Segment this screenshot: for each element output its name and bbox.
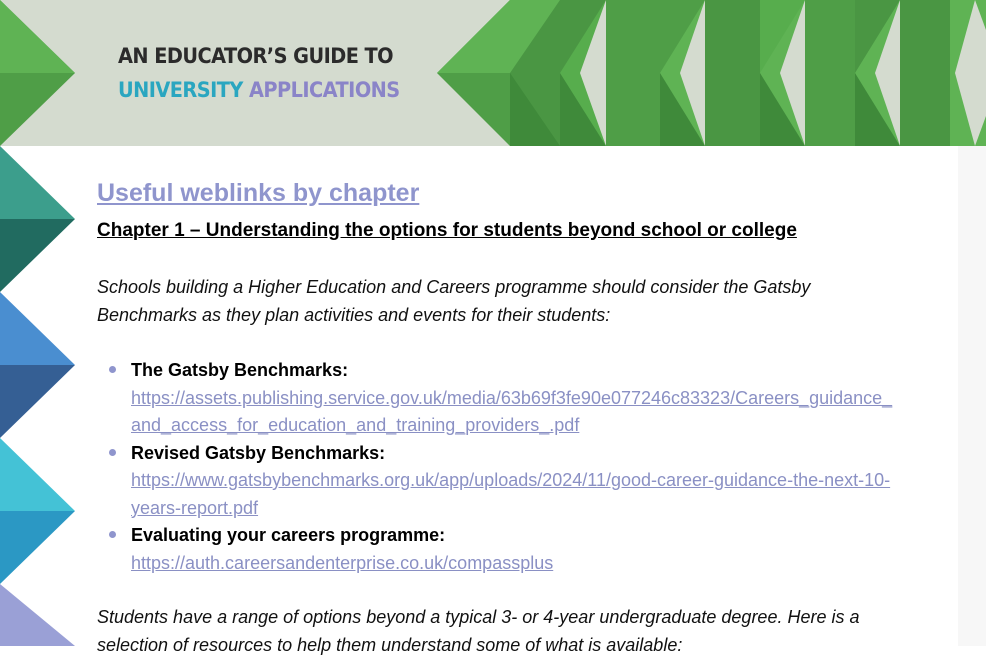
banner-chevron-pattern bbox=[0, 0, 986, 146]
bullet-icon bbox=[109, 531, 116, 538]
page-title: Useful weblinks by chapter bbox=[97, 179, 420, 207]
banner-title-line1: AN EDUCATOR’S GUIDE TO bbox=[118, 44, 394, 68]
bullet-icon bbox=[109, 366, 116, 373]
closing-paragraph: Students have a range of options beyond a typical 3- or 4-year undergraduate degree. Here is a selection of resources to help them understand some of what is available: bbox=[97, 607, 860, 655]
gatsby-benchmarks-link[interactable]: https://assets.publishing.service.gov.uk/media/63b69f3fe90e077246c83323/Careers_guidance_and_access_for_education_and_training_providers_.pdf bbox=[131, 387, 893, 435]
revised-gatsby-link[interactable]: https://www.gatsbybenchmarks.org.uk/app/uploads/2024/11/good-career-guidance-the-next-10-years-report.pdf bbox=[131, 470, 891, 518]
banner-title-line2 bbox=[118, 78, 400, 102]
chapter-heading: Chapter 1 – Understanding the options for students beyond school or college bbox=[97, 220, 797, 241]
list-item-label: Revised Gatsby Benchmarks: bbox=[131, 442, 386, 463]
page-right-edge bbox=[958, 146, 986, 646]
list-item bbox=[97, 522, 897, 577]
left-decorative-chevrons bbox=[0, 146, 80, 646]
compassplus-link[interactable]: https://auth.careersandenterprise.co.uk/compassplus bbox=[131, 552, 554, 573]
list-item bbox=[97, 440, 897, 523]
banner-title-applications: APPLICATIONS bbox=[249, 78, 400, 102]
sidebar-chevron-pattern bbox=[0, 146, 80, 646]
list-item bbox=[97, 357, 897, 440]
list-item-label: Evaluating your careers programme: bbox=[131, 525, 446, 545]
bullet-icon bbox=[109, 449, 116, 456]
banner-title-university: UNIVERSITY bbox=[118, 78, 243, 102]
weblink-list bbox=[97, 357, 897, 577]
header-banner bbox=[0, 0, 986, 146]
list-item-label: The Gatsby Benchmarks: bbox=[131, 360, 349, 380]
intro-paragraph: Schools building a Higher Education and Careers programme should consider the Gatsby Benchmarks as they plan activities and events for their students: bbox=[97, 277, 811, 325]
